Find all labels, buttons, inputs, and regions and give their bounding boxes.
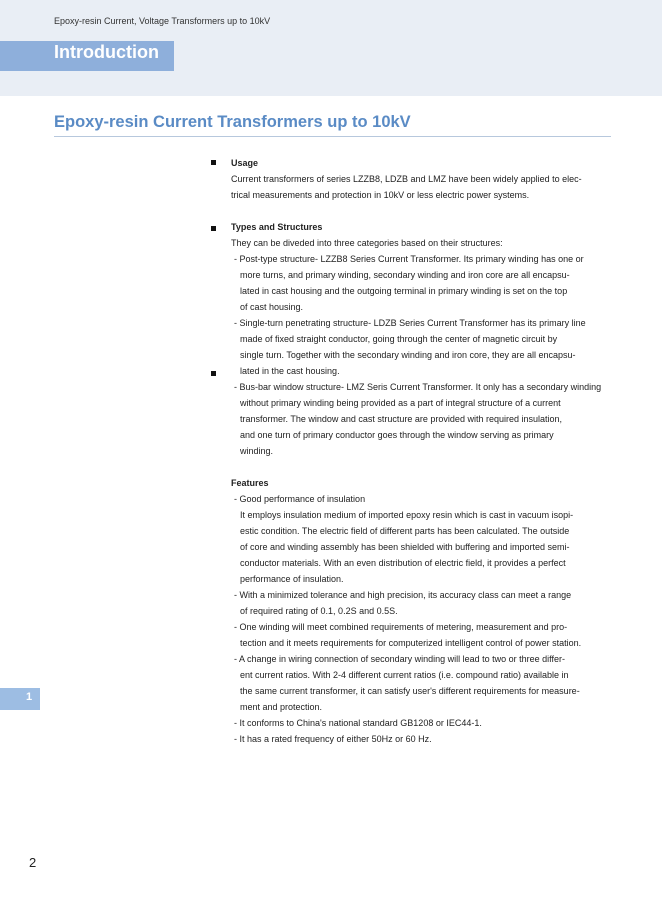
features-item-line: ment and protection. xyxy=(240,702,323,712)
types-item-line: transformer. The window and cast structure are provided with required insulation, xyxy=(240,414,562,424)
features-item-line: - A change in wiring connection of secondary winding will lead to two or three differ- xyxy=(234,654,566,664)
types-intro: They can be diveded into three categories based on their structures: xyxy=(231,238,503,248)
features-item-line: - It has a rated frequency of either 50Hz or 60 Hz. xyxy=(234,734,432,744)
usage-line: trical measurements and protection in 10kV or less electric power systems. xyxy=(231,190,530,200)
features-item-line: estic condition. The electric field of different parts has been calculated. The outside xyxy=(240,526,570,536)
bullet-square-icon xyxy=(211,226,216,231)
section-title: Introduction xyxy=(54,42,159,62)
features-item-line: It employs insulation medium of imported epoxy resin which is cast in vacuum isopi- xyxy=(240,510,574,520)
heading-divider xyxy=(54,136,611,137)
side-tab-number: 1 xyxy=(26,691,33,703)
types-item-line: of cast housing. xyxy=(240,302,304,312)
features-item-line: - One winding will meet combined requirements of metering, measurement and pro- xyxy=(234,622,568,632)
features-item-line: - With a minimized tolerance and high precision, its accuracy class can meet a range xyxy=(234,590,572,600)
page-title: Epoxy-resin Current Transformers up to 10kV xyxy=(54,113,411,131)
types-item-line: single turn. Together with the secondary winding and iron core, they are all encapsu- xyxy=(240,350,576,360)
usage-title: Usage xyxy=(231,158,259,168)
features-item-line: of core and winding assembly has been shielded with buffering and imported semi- xyxy=(240,542,570,552)
side-tab xyxy=(0,688,40,710)
types-item-line: - Single-turn penetrating structure- LDZB Series Current Transformer has its primary line xyxy=(234,318,586,328)
usage-line: Current transformers of series LZZB8, LDZB and LMZ have been widely applied to elec- xyxy=(231,174,582,184)
types-item-line: made of fixed straight conductor, going through the center of magnetic circuit by xyxy=(240,334,558,344)
features-item-line: - Good performance of insulation xyxy=(234,494,366,504)
running-head: Epoxy-resin Current, Voltage Transformers up to 10kV xyxy=(54,16,271,26)
bullet-square-icon xyxy=(211,160,216,165)
features-item-line: of required rating of 0.1, 0.2S and 0.5S. xyxy=(240,606,398,616)
types-item-line: - Bus-bar window structure- LMZ Seris Current Transformer. It only has a secondary winding xyxy=(234,382,602,392)
features-item-line: - It conforms to China's national standard GB1208 or IEC44-1. xyxy=(234,718,482,728)
types-item-line: - Post-type structure- LZZB8 Series Current Transformer. Its primary winding has one or xyxy=(234,254,584,264)
features-item-line: tection and it meets requirements for computerized intelligent control of power station. xyxy=(240,638,582,648)
types-item-line: more turns, and primary winding, secondary winding and iron core are all encapsu- xyxy=(240,270,570,280)
features-item-line: ent current ratios. With 2-4 different current ratios (i.e. compound ratio) available in xyxy=(240,670,569,680)
features-item-line: performance of insulation. xyxy=(240,574,344,584)
types-item-line: without primary winding being provided as a part of integral structure of a current xyxy=(240,398,561,408)
features-item-line: the same current transformer, it can satisfy user's different requirements for measure- xyxy=(240,686,580,696)
types-title: Types and Structures xyxy=(231,222,323,232)
types-item-line: and one turn of primary conductor goes through the window serving as primary xyxy=(240,430,554,440)
bullet-square-icon xyxy=(211,371,216,376)
features-item-line: conductor materials. With an even distribution of electric field, it provides a perfect xyxy=(240,558,566,568)
types-item-line: lated in the cast housing. xyxy=(240,366,340,376)
types-item-line: winding. xyxy=(240,446,274,456)
features-title: Features xyxy=(231,478,269,488)
types-item-line: lated in cast housing and the outgoing terminal in primary winding is set on the top xyxy=(240,286,568,296)
body-text xyxy=(231,155,611,747)
page-number: 2 xyxy=(29,855,37,870)
